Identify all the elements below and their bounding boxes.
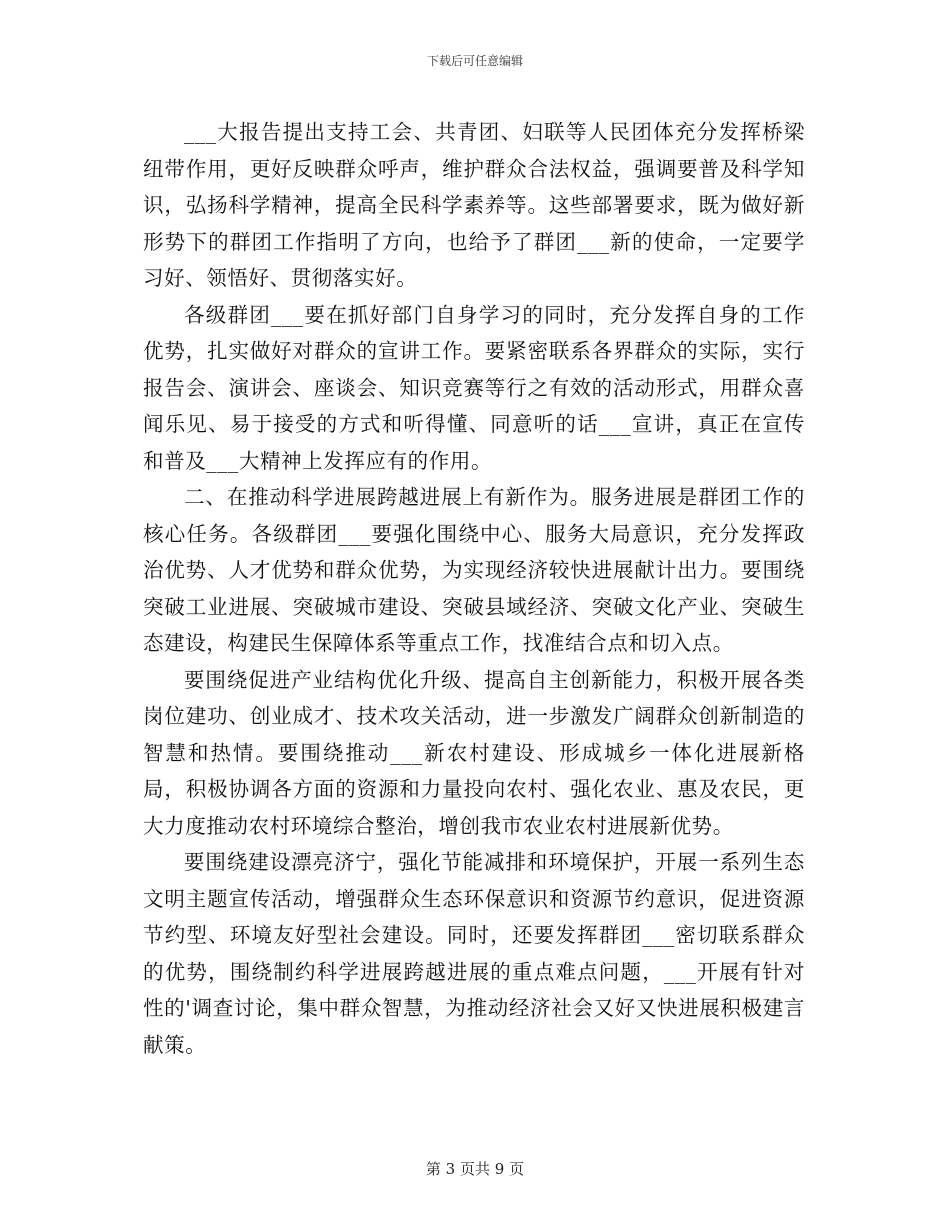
page-footer: 第 3 页共 9 页 [425, 1160, 525, 1178]
paragraph: 要围绕促进产业结构优化升级、提高自主创新能力，积极开展各类岗位建功、创业成才、技术攻关活动，进一步激发广阔群众创新制造的智慧和热情。要围绕推动___新农村建设、形成城乡一体化进展新格局，积极协调各方面的资源和力量投向农村、强化农业、惠及农民，更大力度推动农村环境综合整治，增创我市农业农村进展新优势。 [143, 667, 805, 838]
paragraph: 各级群团___要在抓好部门自身学习的同时，充分发挥自身的工作优势，扎实做好对群众的宣讲工作。要紧密联系各界群众的实际，实行报告会、演讲会、座谈会、知识竞赛等行之有效的活动形式，用群众喜闻乐见、易于接受的方式和听得懂、同意听的话___宣讲，真正在宣传和普及___大精神上发挥应有的作用。 [143, 302, 805, 473]
paragraph: 要围绕建设漂亮济宁，强化节能减排和环境保护，开展一系列生态文明主题宣传活动，增强群众生态环保意识和资源节约意识，促进资源节约型、环境友好型社会建设。同时，还要发挥群团___密切联系群众的优势，围绕制约科学进展跨越进展的重点难点问题，___开展有针对性的'调查讨论，集中群众智慧，为推动经济社会又好又快进展积极建言献策。 [143, 850, 805, 1057]
page-header: 下载后可任意编辑 [426, 54, 523, 68]
document-body [143, 114, 805, 1063]
paragraph: 二、在推动科学进展跨越进展上有新作为。服务进展是群团工作的核心任务。各级群团___要强化围绕中心、服务大局意识，充分发挥政治优势、人才优势和群众优势，为实现经济较快进展献计出力。要围绕突破工业进展、突破城市建设、突破县域经济、突破文化产业、突破生态建设，构建民生保障体系等重点工作，找准结合点和切入点。 [143, 485, 805, 655]
paragraph: ___大报告提出支持工会、共青团、妇联等人民团体充分发挥桥梁纽带作用，更好反映群众呼声，维护群众合法权益，强调要普及科学知识，弘扬科学精神，提高全民科学素养等。这些部署要求，既为做好新形势下的群团工作指明了方向，也给予了群团___新的使命，一定要学习好、领悟好、贯彻落实好。 [143, 120, 805, 290]
